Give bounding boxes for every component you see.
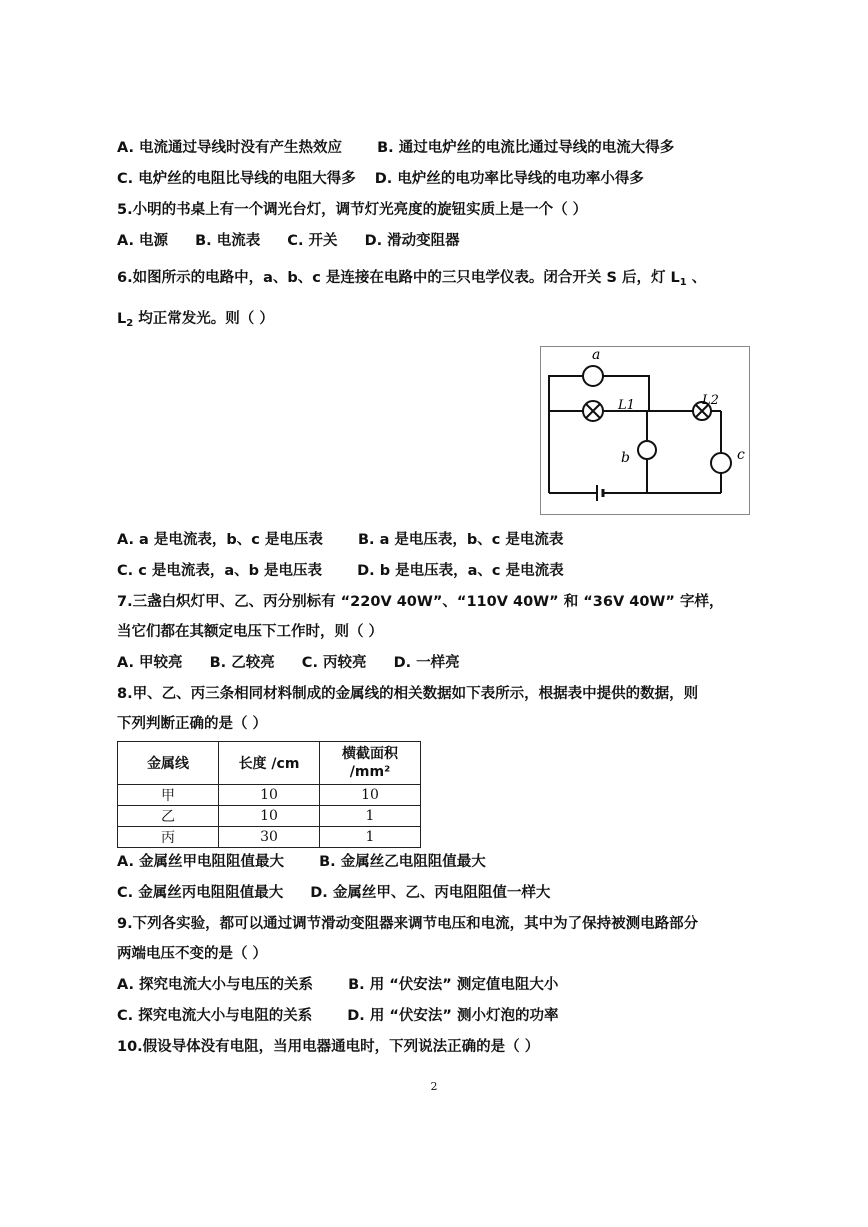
q7-stem-line-2: 当它们都在其额定电压下工作时，则（ ） (117, 624, 384, 640)
q5-stem: 5.小明的书桌上有一个调光台灯，调节灯光亮度的旋钮实质上是一个（ ） (117, 202, 588, 218)
cell-area: 1 (320, 806, 421, 827)
page-number: 2 (430, 1080, 438, 1093)
table-header-row (118, 742, 421, 785)
q5-option-b: B. 电流表 (195, 233, 261, 249)
q6-l1-subscript: 1 (679, 277, 687, 288)
q8-option-a: A. 金属丝甲电阻阻值最大 (117, 854, 285, 870)
q9-option-a: A. 探究电流大小与电压的关系 (117, 977, 314, 993)
cell-length: 10 (219, 785, 320, 806)
q7-option-a: A. 甲较亮 (117, 655, 183, 671)
q9-option-b: B. 用 “伏安法” 测定值电阻大小 (348, 977, 559, 993)
meter-a (583, 366, 603, 386)
q8-stem-line-1: 8.甲、乙、丙三条相同材料制成的金属线的相关数据如下表所示，根据表中提供的数据，则 (117, 686, 699, 702)
header-area-line-1: 横截面积 (342, 746, 398, 762)
header-area (320, 742, 421, 785)
q6-stem-end: 、 (686, 270, 707, 286)
wire-a-left (549, 376, 583, 411)
q9-options-row-1 (117, 975, 558, 995)
circuit-svg (541, 347, 749, 514)
table-row (118, 827, 421, 848)
q5-option-c: C. 开关 (287, 233, 338, 249)
q6-l2-subscript: 2 (126, 318, 134, 329)
q8-options-row-2 (117, 883, 550, 903)
header-area-line-2: /mm² (349, 764, 391, 780)
q9-options-row-2 (117, 1006, 559, 1026)
q6-options-row-2 (117, 561, 564, 581)
q6-stem-line-2 (117, 309, 274, 334)
q4-option-a: A. 电流通过导线时没有产生热效应 (117, 140, 343, 156)
label-b: b (621, 450, 630, 466)
q6-stem-line-1 (117, 268, 706, 293)
q6-option-b: B. a 是电压表，b、c 是电流表 (357, 532, 564, 548)
q4-options-row-2 (117, 169, 644, 189)
q9-option-c: C. 探究电流大小与电阻的关系 (117, 1008, 313, 1024)
q6-options-row-1 (117, 530, 563, 550)
q9-stem-line-2: 两端电压不变的是（ ） (117, 946, 268, 962)
q10-stem: 10.假设导体没有电阻，当用电器通电时，下列说法正确的是（ ） (117, 1039, 540, 1055)
table-row (118, 806, 421, 827)
q8-option-c: C. 金属丝丙电阻阻值最大 (117, 885, 284, 901)
label-c: c (737, 447, 745, 463)
q7-option-b: B. 乙较亮 (209, 655, 275, 671)
q6-option-c: C. c 是电流表，a、b 是电压表 (117, 563, 323, 579)
q6-stem-text: 6.如图所示的电路中，a、b、c 是连接在电路中的三只电学仪表。闭合开关 S 后，灯 L (117, 270, 680, 286)
cell-length: 10 (219, 806, 320, 827)
q4-options-row-1 (117, 138, 674, 158)
circuit-diagram (540, 346, 750, 515)
q4-option-c: C. 电炉丝的电阻比导线的电阻大得多 (117, 171, 356, 187)
q4-option-b: B. 通过电炉丝的电流比通过导线的电流大得多 (377, 140, 675, 156)
metal-wire-table (117, 741, 421, 848)
cell-wire: 甲 (118, 785, 219, 806)
q9-stem-line-1: 9.下列各实验，都可以通过调节滑动变阻器来调节电压和电流，其中为了保持被测电路部分 (117, 916, 699, 932)
cell-wire: 丙 (118, 827, 219, 848)
cell-length: 30 (219, 827, 320, 848)
q5-option-a: A. 电源 (117, 233, 169, 249)
q4-option-d: D. 电炉丝的电功率比导线的电功率小得多 (374, 171, 644, 187)
cell-wire: 乙 (118, 806, 219, 827)
header-wire: 金属线 (118, 742, 219, 785)
q8-options-row-1 (117, 852, 486, 872)
q9-option-d: D. 用 “伏安法” 测小灯泡的功率 (347, 1008, 559, 1024)
q5-options (117, 231, 460, 251)
label-l2: L2 (702, 393, 719, 408)
q6-l2-letter: L (117, 311, 127, 327)
q7-option-d: D. 一样亮 (393, 655, 460, 671)
cell-area: 1 (320, 827, 421, 848)
q5-option-d: D. 滑动变阻器 (364, 233, 460, 249)
q7-options (117, 653, 460, 673)
label-a: a (592, 347, 601, 363)
q7-option-c: C. 丙较亮 (301, 655, 367, 671)
q8-option-b: B. 金属丝乙电阻阻值最大 (319, 854, 486, 870)
meter-c (711, 453, 731, 473)
table-row (118, 785, 421, 806)
label-l1: L1 (618, 398, 635, 413)
q6-option-d: D. b 是电压表，a、c 是电流表 (357, 563, 564, 579)
q8-stem-line-2: 下列判断正确的是（ ） (117, 716, 268, 732)
q6-option-a: A. a 是电流表，b、c 是电压表 (117, 532, 323, 548)
q7-stem-line-1: 7.三盏白炽灯甲、乙、丙分别标有 “220V 40W”、“110V 40W” 和 “36V 40W” 字样， (117, 594, 724, 610)
cell-area: 10 (320, 785, 421, 806)
q8-option-d: D. 金属丝甲、乙、丙电阻阻值一样大 (310, 885, 551, 901)
meter-b (638, 441, 656, 459)
header-length: 长度 /cm (219, 742, 320, 785)
q6-stem-text-2: 均正常发光。则（ ） (133, 311, 274, 327)
